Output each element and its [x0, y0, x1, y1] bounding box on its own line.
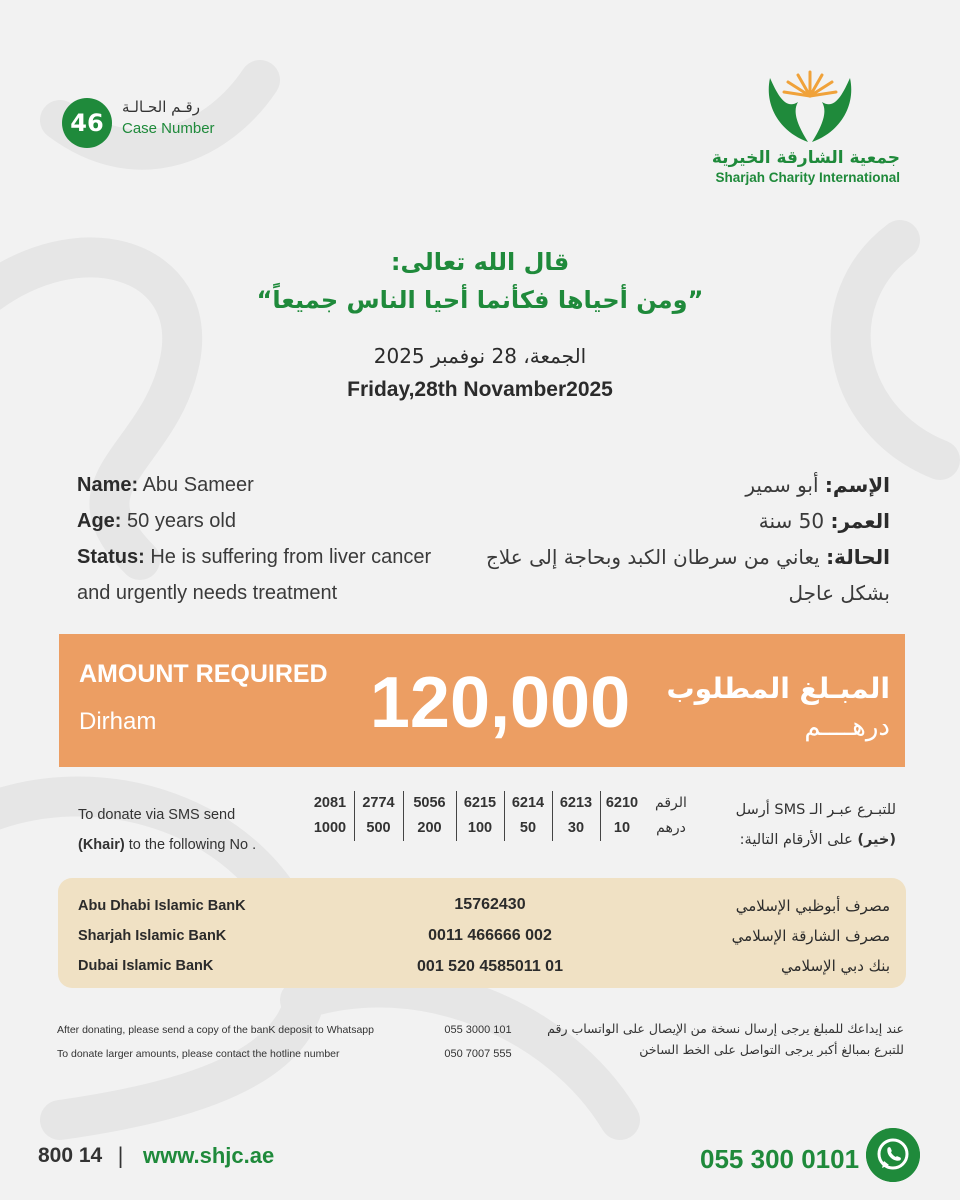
- sms-number: 6213: [559, 795, 593, 811]
- sms-column: [456, 791, 505, 841]
- age-label: Age:: [77, 510, 122, 532]
- note-whatsapp-ar: عند إيداعك للمبلغ يرجى إرسال نسخة من الإيصال على الواتساب رقم: [547, 1021, 904, 1036]
- footer-separator: |: [117, 1144, 125, 1168]
- sms-number: 6215: [463, 795, 497, 811]
- sms-amount: 10: [613, 820, 631, 836]
- sms-column: [600, 791, 644, 841]
- sms-amount: 200: [417, 820, 442, 836]
- org-name-en: Sharjah Charity International: [715, 170, 900, 185]
- bank-name-ar: مصرف الشارقة الإسلامي: [731, 927, 890, 945]
- age-value: 50 years old: [127, 510, 236, 532]
- sms-line1-en: To donate via SMS send: [78, 807, 236, 823]
- name-label-ar: الإسم:: [824, 473, 890, 497]
- age-value-ar: 50 سنة: [758, 509, 825, 533]
- amount-label-ar: المبـلغ المطلوب: [666, 672, 890, 705]
- age-label-ar: العمر:: [830, 509, 890, 533]
- date-english: Friday,28th Novamber2025: [347, 378, 613, 401]
- case-info-arabic: [470, 467, 890, 611]
- sms-amount: 500: [366, 820, 391, 836]
- bank-account-number: 15762430: [454, 896, 526, 913]
- case-number-label-ar: رقـم الحـالـة: [122, 98, 200, 116]
- sms-number: 2081: [313, 795, 347, 811]
- charity-logo-icon: [740, 66, 880, 146]
- sms-amount: 50: [519, 820, 537, 836]
- bank-account-number: 001 520 4585011 01: [417, 958, 563, 975]
- bank-name-en: Dubai Islamic BanK: [78, 958, 214, 974]
- status-label: Status:: [77, 546, 145, 568]
- whatsapp-icon[interactable]: [866, 1128, 920, 1182]
- sms-instructions-en: [78, 800, 318, 860]
- note-whatsapp-en: After donating, please send a copy of the banK deposit to Whatsapp: [57, 1024, 374, 1036]
- note-hotline-ar: للتبرع بمبالغ أكبر يرجى التواصل على الخط الساخن: [639, 1042, 904, 1057]
- sms-number: 5056: [413, 795, 446, 811]
- sms-line2-en: to the following No .: [128, 837, 257, 853]
- name-value-ar: أبو سمير: [745, 473, 819, 497]
- sms-column: [354, 791, 404, 841]
- amount-value: 120,000: [369, 663, 631, 743]
- amount-currency-ar: درهــــم: [804, 712, 890, 742]
- bank-name-en: Sharjah Islamic BanK: [78, 928, 227, 944]
- sms-amount: 1000: [313, 820, 347, 836]
- sms-line2-ar: على الأرقام التالية:: [739, 832, 853, 848]
- sms-column: [306, 791, 355, 841]
- sms-keyword-en: (Khair): [78, 837, 125, 853]
- name-label: Name:: [77, 474, 139, 496]
- footer-whatsapp-number[interactable]: 055 300 0101: [700, 1144, 860, 1174]
- amount-label-en: AMOUNT REQUIRED: [79, 660, 328, 688]
- verse-intro: قال الله تعالى:: [390, 248, 570, 276]
- sms-amount: 100: [467, 820, 493, 836]
- sms-amount: 30: [567, 820, 585, 836]
- sms-instructions-ar: [700, 795, 896, 855]
- sms-keyword-ar: (خير): [857, 832, 896, 848]
- sms-header-number: الرقم: [655, 795, 687, 811]
- sms-number: 2774: [362, 795, 395, 811]
- notes-english: [57, 1018, 374, 1066]
- bank-account-number: 0011 466666 002: [428, 927, 552, 944]
- amount-currency-en: Dirham: [79, 708, 157, 735]
- note-hotline-en: To donate larger amounts, please contact the hotline number: [57, 1048, 340, 1060]
- footer-website-link[interactable]: www.shjc.ae: [143, 1143, 275, 1168]
- sms-column: [552, 791, 601, 841]
- status-value: He is suffering from liver cancer and urgently needs treatment: [77, 546, 432, 604]
- sms-table-headers: [646, 791, 696, 841]
- sms-number: 6210: [605, 795, 639, 811]
- case-number-badge: 46: [62, 98, 112, 148]
- status-value-ar: يعاني من سرطان الكبد وبحاجة إلى علاج بشكل عاجل: [485, 545, 890, 605]
- case-number-label-en: Case Number: [122, 120, 215, 137]
- case-info-english: [77, 467, 457, 611]
- notes-arabic: [540, 1018, 904, 1060]
- date-arabic: الجمعة، 28 نوفمبر 2025: [373, 344, 587, 368]
- sms-numbers-table: [306, 791, 696, 841]
- bank-name-ar: بنك دبي الإسلامي: [780, 957, 890, 975]
- bank-name-ar: مصرف أبوظبي الإسلامي: [735, 897, 890, 915]
- sms-header-amount: درهم: [656, 820, 686, 836]
- sms-number: 6214: [511, 795, 545, 811]
- bank-name-en: Abu Dhabi Islamic BanK: [78, 898, 246, 914]
- verse-quote: ”ومن أحياها فكأنما أحيا الناس جميعاً“: [256, 286, 704, 314]
- sms-line1-ar: للتبـرع عبـر الـ SMS أرسل: [735, 802, 896, 818]
- bank-names-en: [78, 891, 246, 981]
- status-label-ar: الحالة:: [826, 545, 890, 569]
- footer-hotline[interactable]: 800 14: [38, 1144, 103, 1167]
- notes-numbers: [428, 1018, 528, 1066]
- note-whatsapp-number: 055 3000 101: [444, 1024, 512, 1036]
- name-value: Abu Sameer: [142, 474, 254, 496]
- note-hotline-number: 050 7007 555: [444, 1048, 512, 1060]
- bank-names-ar: [640, 891, 890, 981]
- bank-account-numbers: [390, 889, 590, 982]
- sms-column: [403, 791, 457, 841]
- org-name-ar: جمعية الشارقة الخيرية: [711, 148, 900, 168]
- sms-column: [504, 791, 553, 841]
